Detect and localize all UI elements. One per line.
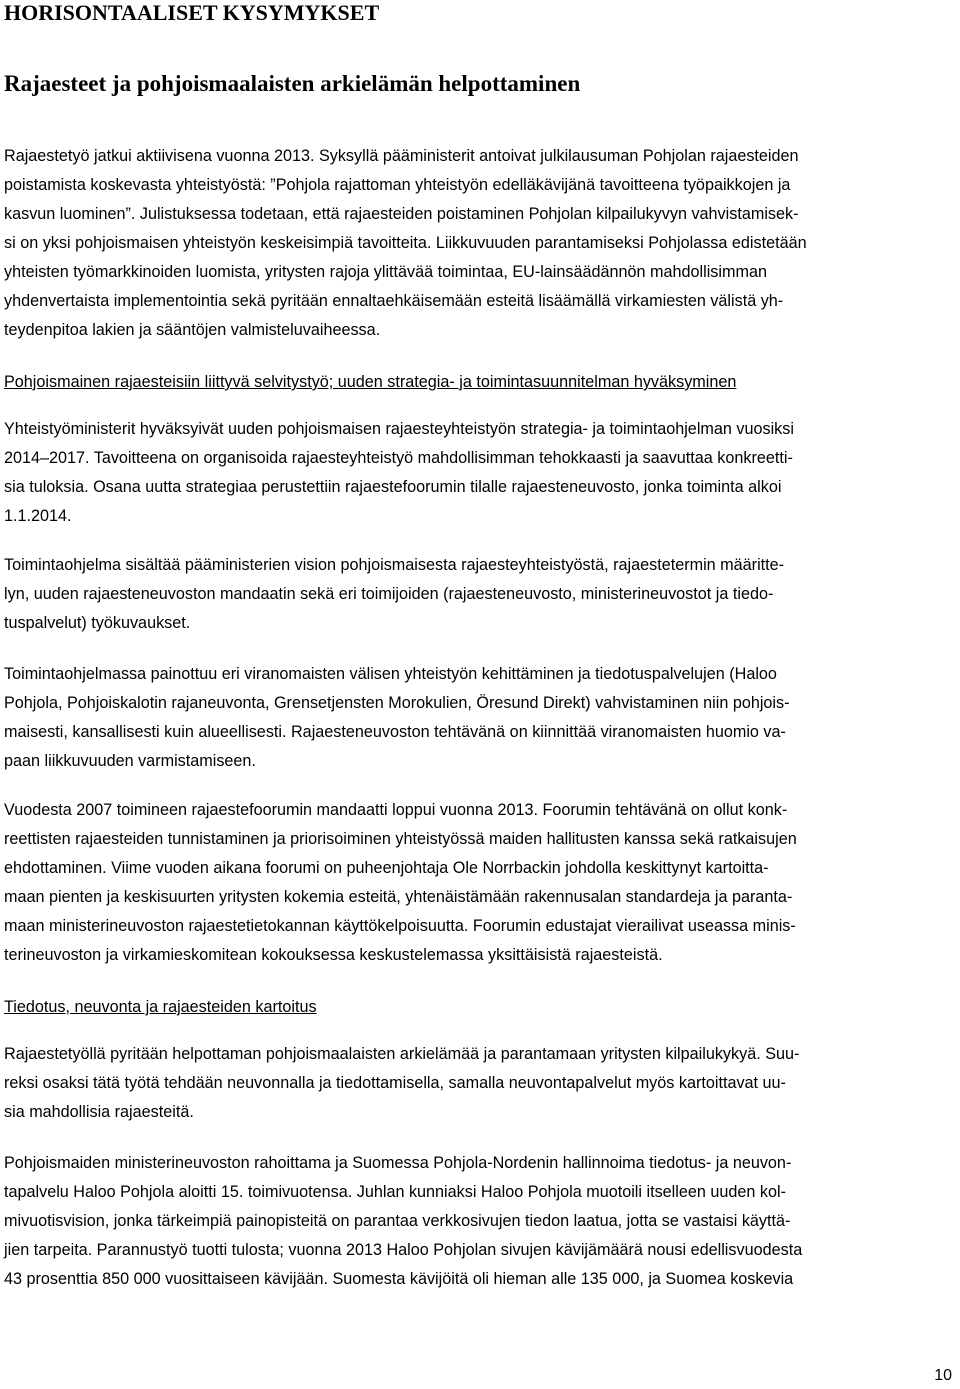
paragraph-strategia: [4, 415, 959, 531]
text-line: Yhteistyöministerit hyväksyivät uuden pohjoismaisen rajaesteyhteistyön strategia- ja toimintaohjelman vuosiksi: [4, 420, 794, 438]
text-line: sia tuloksia. Osana uutta strategiaa perustettiin rajaestefoorumin tilalle rajaesteneuvosto, jonka toiminta alkoi: [4, 478, 782, 496]
text-line: Pohjola, Pohjoiskalotin rajaneuvonta, Grensetjensten Morokulien, Öresund Direkt) vahvistaminen niin pohjois-: [4, 694, 790, 712]
text-line: kasvun luominen”. Julistuksessa todetaan, että rajaesteiden poistaminen Pohjolan kilpailukyvyn vahvistamisek-: [4, 205, 799, 223]
text-line: mivuotisvision, jonka tärkeimpiä painopisteitä on parantaa verkkosivujen tiedon laatua, jotta se vastaisi käyttä-: [4, 1212, 791, 1230]
document-title: HORISONTAALISET KYSYMYKSET: [4, 0, 380, 25]
text-line: 2014–2017. Tavoitteena on organisoida rajaesteyhteistyö mahdollisimman tehokkaasti ja saavuttaa konkreetti-: [4, 449, 793, 467]
text-line: yhteisten työmarkkinoiden luomista, yritysten rajoja ylittävää toimintaa, EU-lainsäädännön mahdollisimman: [4, 263, 767, 281]
text-line: tapalvelu Haloo Pohjola aloitti 15. toimivuotensa. Juhlan kunniaksi Haloo Pohjola muotoili itselleen uuden kol-: [4, 1183, 786, 1201]
document-page: [4, 0, 956, 1389]
paragraph-rajaestetyo: [4, 142, 959, 345]
text-line: reksi osaksi tätä työtä tehdään neuvonnalla ja tiedottamisella, samalla neuvontapalvelut myös kartoittavat uu-: [4, 1074, 786, 1092]
text-line: lyn, uuden rajaesteneuvoston mandaatin sekä eri toimijoiden (rajaesteneuvosto, ministerineuvostot ja tiedo-: [4, 585, 774, 603]
text-line: tuspalvelut) työkuvaukset.: [4, 614, 191, 632]
text-line: Pohjoismaiden ministerineuvoston rahoittama ja Suomessa Pohjola-Nordenin hallinnoima tiedotus- ja neuvon-: [4, 1154, 792, 1172]
text-line: maan pienten ja keskisuurten yritysten kokemia esteitä, yhtenäistämään rakennusalan standardeja ja paranta-: [4, 888, 793, 906]
text-line: poistamista koskevasta yhteistyöstä: ”Pohjola rajattoman yhteistyön edelläkävijänä tavoitteena työpaikkojen ja: [4, 176, 791, 194]
paragraph-neuvonta: [4, 1040, 959, 1127]
text-line: Rajaestetyö jatkui aktiivisena vuonna 2013. Syksyllä pääministerit antoivat julkilausuman Pohjolan rajaesteiden: [4, 147, 799, 165]
text-line: Vuodesta 2007 toimineen rajaestefoorumin mandaatti loppui vuonna 2013. Foorumin tehtävänä on ollut konk-: [4, 801, 788, 819]
text-line: Rajaestetyöllä pyritään helpottaman pohjoismaalaisten arkielämää ja parantamaan yritysten kilpailukykyä. Suu-: [4, 1045, 800, 1063]
text-line: Toimintaohjelma sisältää pääministerien vision pohjoismaisesta rajaesteyhteistyöstä, rajaestetermin määritte-: [4, 556, 785, 574]
paragraph-toimintaohjelma: [4, 551, 959, 638]
text-line: si on yksi pohjoismaisen yhteistyön keskeisimpiä tavoitteita. Liikkuvuuden parantamiseksi Pohjolassa edistetään: [4, 234, 807, 252]
paragraph-rajaestefoorumi: [4, 796, 959, 970]
section-heading-selvitystyo: Pohjoismainen rajaesteisiin liittyvä selvitystyö; uuden strategia- ja toimintasuunnitelman hyväksyminen: [4, 373, 737, 391]
text-line: Toimintaohjelmassa painottuu eri viranomaisten välisen yhteistyön kehittäminen ja tiedotuspalvelujen (Haloo: [4, 665, 777, 683]
text-line: 1.1.2014.: [4, 507, 72, 525]
text-line: reettisten rajaesteiden tunnistaminen ja priorisoiminen yhteistyössä maiden hallitusten kanssa sekä ratkaisujen: [4, 830, 797, 848]
text-line: sia mahdollisia rajaesteitä.: [4, 1103, 194, 1121]
paragraph-viranomaisyhteistyo: [4, 660, 959, 776]
text-line: 43 prosenttia 850 000 vuosittaiseen kävijään. Suomesta kävijöitä oli hieman alle 135 000, ja Suomea koskevia: [4, 1270, 794, 1288]
paragraph-haloo-pohjola: [4, 1149, 959, 1294]
text-line: maisesti, kansallisesti kuin alueellisesti. Rajaesteneuvoston tehtävänä on kiinnittää viranomaisten huomio va-: [4, 723, 786, 741]
text-line: jien tarpeita. Parannustyö tuotti tulosta; vuonna 2013 Haloo Pohjolan sivujen kävijämäärä nousi edellisvuodesta: [4, 1241, 803, 1259]
section-subtitle: Rajaesteet ja pohjoismaalaisten arkielämän helpottaminen: [4, 71, 581, 96]
text-line: terineuvoston ja virkamieskomitean kokouksessa keskustelemassa yksittäisistä rajaesteistä.: [4, 946, 663, 964]
section-heading-tiedotus: Tiedotus, neuvonta ja rajaesteiden kartoitus: [4, 998, 317, 1016]
text-line: ehdottaminen. Viime vuoden aikana foorumi on puheenjohtaja Ole Norrbackin johdolla keskittynyt kartoitta-: [4, 859, 769, 877]
text-line: maan ministerineuvoston rajaestetietokannan käyttökelpoisuutta. Foorumin edustajat vierailivat useassa minis-: [4, 917, 796, 935]
text-line: yhdenvertaista implementointia sekä pyritään ennaltaehkäisemään esteitä lisäämällä virkamiesten välistä yh-: [4, 292, 784, 310]
text-line: paan liikkuvuuden varmistamiseen.: [4, 752, 256, 770]
text-line: teydenpitoa lakien ja sääntöjen valmisteluvaiheessa.: [4, 321, 381, 339]
page-number: 10: [934, 1367, 952, 1384]
